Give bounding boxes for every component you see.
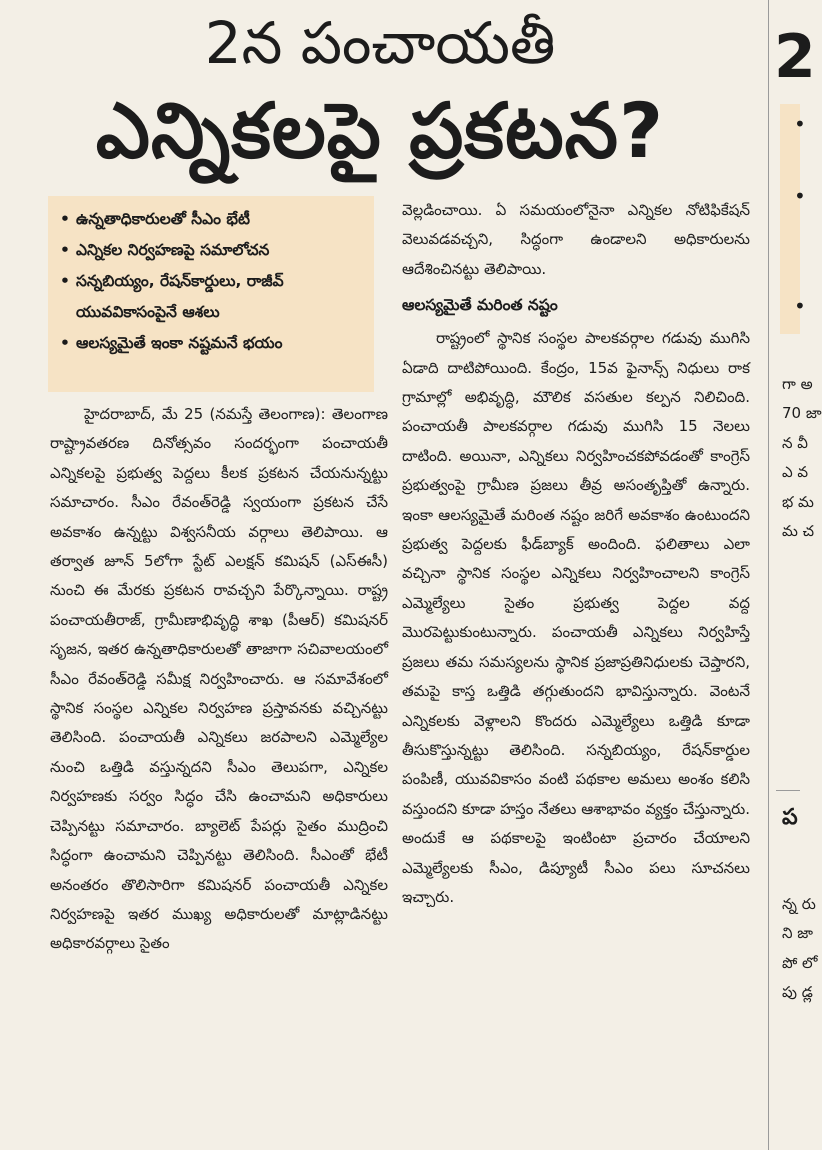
highlight-item: • ఎన్నికల నిర్వహణపై సమాలోచన: [60, 235, 364, 266]
adjacent-headline-fragment: 2: [774, 22, 816, 92]
bullet-icon: •: [794, 294, 806, 318]
article-column-1: [50, 400, 388, 959]
adjacent-subheading-fragment: ప: [782, 805, 798, 830]
headline-line-2: ఎన్నికలపై ప్రకటన?: [95, 86, 665, 175]
article-paragraph: హైదరాబాద్, మే 25 (నమస్తే తెలంగాణ): తెలంగాణ రాష్ట్రావతరణ దినోత్సవం సందర్భంగా పంచాయతీ ఎన్నికలపై ప్రభుత్వ పెద్దలు కీలక ప్రకటన చేయనున్నట్టు సమాచారం. సీఎం రేవంత్‌రెడ్డి స్వయంగా ప్రకటన చేసే అవకాశం ఉన్నట్టు విశ్వసనీయ వర్గాలు తెలిపాయి. ఆ తర్వాత జూన్ 5లోగా స్టేట్ ఎలక్షన్ కమిషన్ (ఎస్‌ఈసీ) నుంచి ఈ మేరకు ప్రకటన రావచ్చని పేర్కొన్నాయి. రాష్ట్ర పంచాయతీరాజ్, గ్రామీణాభివృద్ధి శాఖ (పీఆర్) కమిషనర్ సృజన, ఇతర ఉన్నతాధికారులతో తాజాగా సచివాలయంలో సీఎం రేవంత్‌రెడ్డి సమీక్ష నిర్వహించారు. ఆ సమావేశంలో స్థానిక సంస్థల ఎన్నికల నిర్వహణ ప్రస్తావనకు వచ్చినట్టు తెలిసింది. పంచాయతీ ఎన్నికలు జరపాలని ఎమ్మెల్యేల నుంచి ఒత్తిడి వస్తున్నదని సీఎం తెలుపగా, ఎన్నికల నిర్వహణకు సర్వం సిద్ధం చేసి ఉంచామని అధికారులు చెప్పినట్టు సమాచారం. బ్యాలెట్ పేపర్లు సైతం ముద్రించి సిద్ధంగా ఉంచామని చెప్పినట్టు తెలిసింది. సీఎంతో భేటీ అనంతరం తొలిసారిగా కమిషనర్ పంచాయతీ ఎన్నికల నిర్వహణపై ఇతర ముఖ్య అధికారులతో మాట్లాడినట్టు అధికారవర్గాలు సైతం: [50, 405, 388, 953]
highlights-list: [60, 204, 364, 359]
highlights-box: [48, 196, 374, 392]
adjacent-text-fragment: న్న రు ని జా పో లో పు డ్ల: [782, 895, 818, 1002]
adjacent-highlights-box: [780, 104, 806, 334]
article-subheading: ఆలస్యమైతే మరింత నష్టం: [402, 296, 558, 315]
adjacent-article-strip: [770, 0, 822, 1150]
highlight-item: • ఆలస్యమైతే ఇంకా నష్టమనే భయం: [60, 328, 364, 359]
article-paragraph: వెల్లడించాయి. ఏ సమయంలోనైనా ఎన్నికల నోటిఫికేషన్ వెలువడవచ్చని, సిద్ధంగా ఉండాలని అధికారులను ఆదేశించినట్టు తెలిపాయి.: [402, 201, 750, 278]
headline-line-1: 2న పంచాయతీ: [204, 9, 556, 77]
article-column-2: [402, 196, 750, 912]
highlight-item: • ఉన్నతాధికారులతో సీఎం భేటీ: [60, 204, 364, 235]
article-paragraph: రాష్ట్రంలో స్థానిక సంస్థల పాలకవర్గాల గడువు ముగిసి ఏడాది దాటిపోయింది. కేంద్రం, 15వ ఫైనాన్స్ నిధులు రాక గ్రామాల్లో అభివృద్ధి, మౌలిక వసతుల కల్పన నిలిచింది. పంచాయతీ పాలకవర్గాల గడువు ముగిసి 15 నెలలు దాటింది. అయినా, ఎన్నికలు నిర్వహించకపోవడంతో కాంగ్రెస్ ప్రభుత్వంపై గ్రామీణ ప్రజలు తీవ్ర అసంతృప్తితో ఉన్నారు. ఇంకా ఆలస్యమైతే మరింత నష్టం జరిగే అవకాశం ఉంటుందని ప్రభుత్వ పెద్దలకు ఫీడ్‌బ్యాక్ అందింది. ఫలితాలు ఎలా వచ్చినా స్థానిక సంస్థల ఎన్నికలు నిర్వహించాలని కాంగ్రెస్ ఎమ్మెల్యేలు సైతం ప్రభుత్వ పెద్దల వద్ద మొరపెట్టుకుంటున్నారు. పంచాయతీ ఎన్నికలు నిర్వహిస్తే ప్రజలు తమ సమస్యలను స్థానిక ప్రజాప్రతినిధులకు చెప్తారని, తమపై కాస్త ఒత్తిడి తగ్గుతుందని భావిస్తున్నారు. వెంటనే ఎన్నికలకు వెళ్లాలని కొందరు ఎమ్మెల్యేలు ఒత్తిడి కూడా తీసుకొస్తున్నట్టు తెలిసింది. సన్నబియ్యం, రేషన్‌కార్డుల పంపిణీ, యువవికాసం వంటి పథకాల అమలు అంశం కలిసి వస్తుందని కూడా హస్తం నేతలు ఆశాభావం వ్యక్తం చేస్తున్నారు. అందుకే ఆ పథకాలపై ఇంటింటా ప్రచారం చేయాలని ఎమ్మెల్యేలకు సీఎం, డిప్యూటీ సీఎం పలు సూచనలు ఇచ్చారు.: [402, 329, 750, 906]
adjacent-text-fragment: గా అ 70 జా న వీ ఎ వ భ మ మ చ: [782, 375, 822, 541]
divider: [776, 790, 800, 791]
column-divider: [768, 0, 769, 1150]
bullet-icon: •: [794, 112, 806, 136]
highlight-item: • సన్నబియ్యం, రేషన్‌కార్డులు, రాజీవ్ యువవికాసంపైనే ఆశలు: [60, 266, 364, 328]
bullet-icon: •: [794, 184, 806, 208]
